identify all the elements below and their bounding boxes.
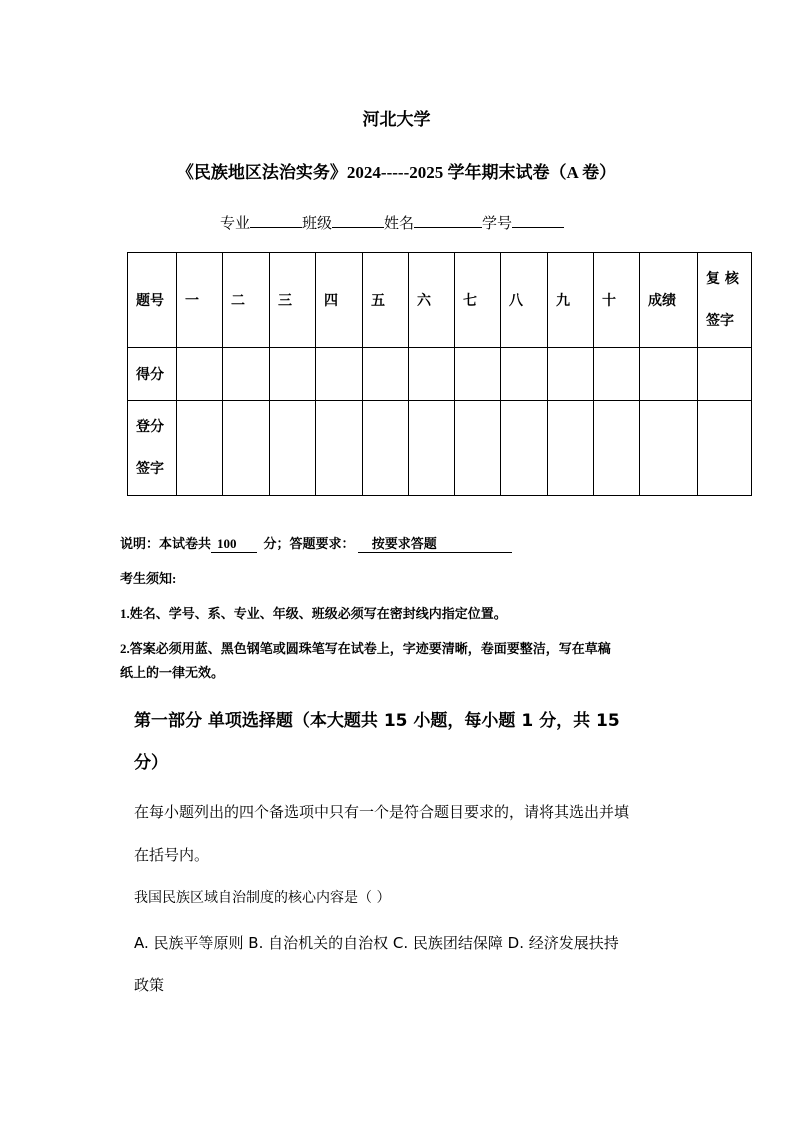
university-title: 河北大学 [362, 110, 431, 129]
cell-header: 九 [548, 253, 594, 348]
name-field[interactable] [414, 213, 482, 228]
cell[interactable] [177, 348, 223, 401]
student-info-line [220, 212, 564, 233]
cell[interactable] [223, 401, 270, 496]
cell-header: 五 [363, 253, 409, 348]
sign-label: 签字 [706, 313, 734, 329]
student-id-label: 学号 [482, 214, 513, 232]
table-row [128, 401, 752, 496]
cell[interactable] [316, 401, 363, 496]
section-heading-cont: 分） [134, 753, 168, 773]
cell-header: 四 [316, 253, 363, 348]
cell[interactable] [501, 401, 548, 496]
cell[interactable] [455, 401, 501, 496]
cell-header: 七 [455, 253, 501, 348]
notice-title: 考生须知: [120, 571, 177, 586]
cell[interactable] [594, 401, 640, 496]
cell[interactable] [548, 348, 594, 401]
sign-label: 签字 [136, 461, 164, 477]
notice-item-2: 2.答案必须用蓝、黑色钢笔或圆珠笔写在试卷上，字迹要清晰，卷面要整洁，写在草稿 [120, 641, 611, 656]
cell[interactable] [223, 348, 270, 401]
section-description: 在每小题列出的四个备选项中只有一个是符合题目要求的，请将其选出并填 [134, 803, 630, 821]
cell[interactable] [409, 348, 455, 401]
cell[interactable] [548, 401, 594, 496]
cell[interactable] [270, 348, 316, 401]
cell-header: 一 [177, 253, 223, 348]
major-label: 专业 [220, 214, 251, 232]
cell[interactable] [363, 401, 409, 496]
name-label: 姓名 [384, 214, 415, 232]
cell[interactable] [501, 348, 548, 401]
student-id-field[interactable] [512, 213, 564, 228]
cell[interactable] [177, 401, 223, 496]
total-score: 100 [211, 536, 257, 553]
class-label: 班级 [302, 214, 333, 232]
cell[interactable] [594, 348, 640, 401]
cell-header: 成绩 [640, 253, 698, 348]
question-1-options: A. 民族平等原则 B. 自治机关的自治权 C. 民族团结保障 D. 经济发展扶持 [134, 934, 619, 952]
cell[interactable] [409, 401, 455, 496]
cell-header: 六 [409, 253, 455, 348]
cell-sign-label [128, 401, 177, 496]
cell[interactable] [270, 401, 316, 496]
notice-item-1: 1.姓名、学号、系、专业、年级、班级必须写在密封线内指定位置。 [120, 606, 507, 621]
cell-header: 十 [594, 253, 640, 348]
answer-requirement: 按要求答题 [358, 533, 512, 553]
cell-header: 题号 [128, 253, 177, 348]
cell-header: 二 [223, 253, 270, 348]
register-label: 登分 [136, 419, 164, 435]
cell[interactable] [640, 401, 698, 496]
notice-item-2-cont: 纸上的一律无效。 [120, 665, 225, 680]
exam-description [120, 533, 512, 553]
cell[interactable] [363, 348, 409, 401]
table-row [128, 348, 752, 401]
cell[interactable] [698, 348, 752, 401]
table-row [128, 253, 752, 348]
total-label: 说明：本试卷共 [120, 536, 212, 551]
cell[interactable] [640, 348, 698, 401]
review-label: 复 核 [706, 271, 739, 287]
question-1-options-cont: 政策 [134, 976, 165, 994]
question-1: 我国民族区域自治制度的核心内容是（ ） [134, 890, 391, 906]
section-description-cont: 在括号内。 [134, 846, 210, 864]
cell-score-label: 得分 [128, 348, 177, 401]
class-field[interactable] [332, 213, 384, 228]
cell[interactable] [455, 348, 501, 401]
total-unit: 分；答题要求： [263, 536, 355, 551]
score-table [127, 252, 752, 496]
major-field[interactable] [250, 213, 302, 228]
cell-header: 八 [501, 253, 548, 348]
section-heading: 第一部分 单项选择题（本大题共 15 小题，每小题 1 分，共 15 [134, 711, 620, 731]
cell[interactable] [316, 348, 363, 401]
exam-title: 《民族地区法治实务》2024-----2025 学年期末试卷（A 卷） [176, 163, 617, 182]
cell[interactable] [698, 401, 752, 496]
cell-header: 三 [270, 253, 316, 348]
cell-review-sign [698, 253, 752, 348]
